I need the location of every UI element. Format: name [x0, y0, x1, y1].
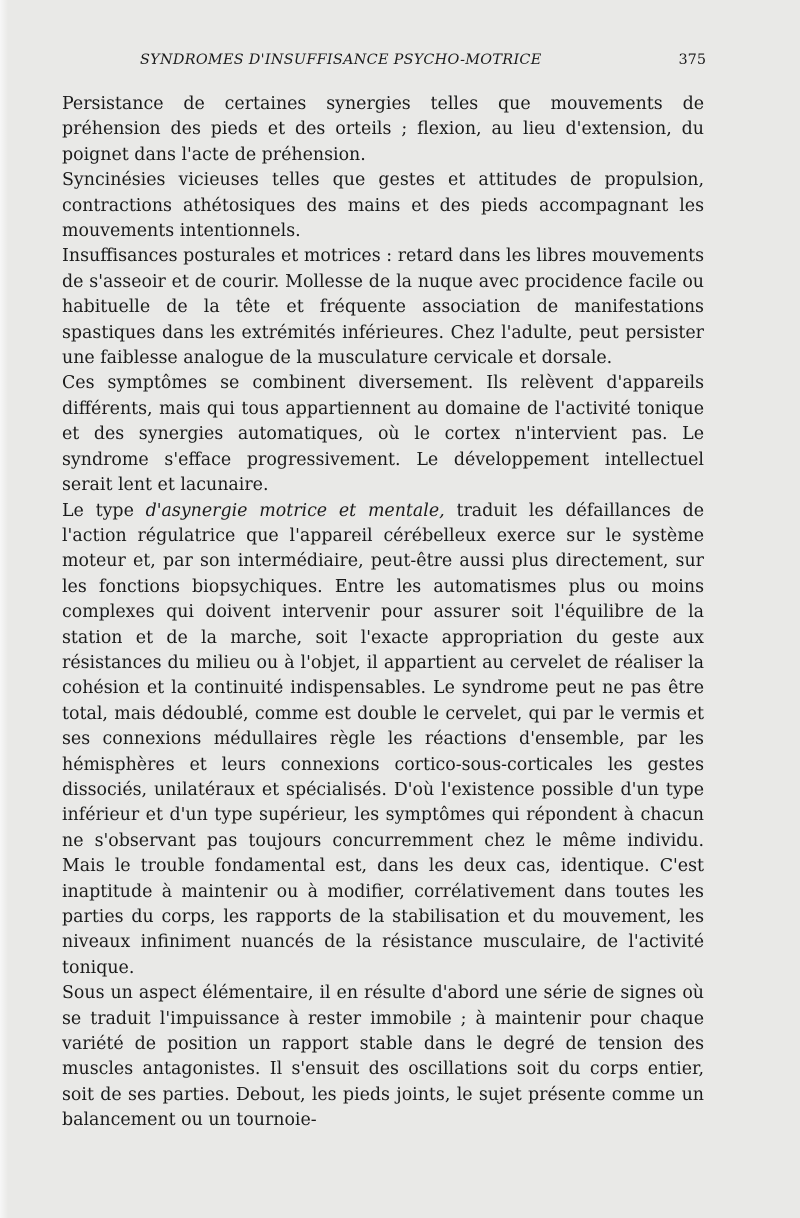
running-head: [62, 50, 704, 76]
paragraph-syncinesies: Syncinésies vicieuses telles que gestes et attitudes de propulsion, contractions athétosiques des mains et des pieds accompagnant les mouvements intentionnels.: [62, 170, 704, 242]
running-title: SYNDROMES D'INSUFFISANCE PSYCHO-MOTRICE: [140, 52, 542, 68]
page-number: 375: [678, 52, 706, 68]
asynergie-emphasis: d'asynergie motrice et mentale,: [145, 500, 445, 521]
paragraph-persistance: Persistance de certaines synergies telles que mouvements de préhension des pieds et des orteils ; flexion, au lieu d'extension, du poignet dans l'acte de préhension.: [62, 94, 704, 165]
paragraph-asynergie-lead: Le type: [62, 500, 146, 521]
paragraph-symptomes: Ces symptômes se combinent diversement. Ils relèvent d'appareils différents, mais qui tous appartiennent au domaine de l'activité tonique et des synergies automatiques, où le cortex n'intervient pas. Le syndrome s'efface progressivement. Le développement intellectuel serait lent et lacunaire.: [62, 373, 704, 496]
paragraph-asynergie: [62, 499, 704, 982]
paragraph-aspect-elementaire: Sous un aspect élémentaire, il en résulte d'abord une série de signes où se traduit l'impuissance à rester immobile ; à maintenir pour chaque variété de position un rapport stable dans le degré de tension des muscles antagonistes. Il s'ensuit des oscillations soit du corps entier, soit de ses parties. Debout, les pieds joints, le sujet présente comme un balancement ou un tournoie-: [62, 983, 704, 1131]
paragraph-asynergie-body: traduit les défaillances de l'action régulatrice que l'appareil cérébelleux exerce sur le système moteur et, par son intermédiaire, peut-être aussi plus directement, sur les fonctions biopsychiques. Entre les automatismes plus ou moins complexes qui doivent intervenir pour assurer soit l'équilibre de la station et de la marche, soit l'exacte appropriation du geste aux résistances du milieu ou à l'objet, il appartient au cervelet de réaliser la cohésion et la continuité indispensables. Le syndrome peut ne pas être total, mais dédoublé, comme est double le cervelet, qui par le vermis et ses connexions médullaires règle les réactions d'ensemble, par les hémisphères et leurs connexions cortico-sous-corticales les gestes dissociés, unilatéraux et spécialisés. D'où l'existence possible d'un type inférieur et d'un type supérieur, les symptômes qui répondent à chacun ne s'observant pas toujours concurremment chez le même individu. Mais le trouble fondamental est, dans les deux cas, identique. C'est inaptitude à maintenir ou à modifier, corrélativement dans toutes les parties du corps, les rapports de la stabilisation et du mouvement, les niveaux infiniment nuancés de la résistance musculaire, de l'activité tonique.: [62, 500, 704, 978]
body-text: [62, 92, 704, 1134]
paragraph-insuffisances: Insuffisances posturales et motrices : retard dans les libres mouvements de s'asseoir et de courir. Mollesse de la nuque avec procidence facile ou habituelle de la tête et fréquente association de manifestations spastiques dans les extrémités inférieures. Chez l'adulte, peut persister une faiblesse analogue de la musculature cervicale et dorsale.: [62, 246, 704, 369]
